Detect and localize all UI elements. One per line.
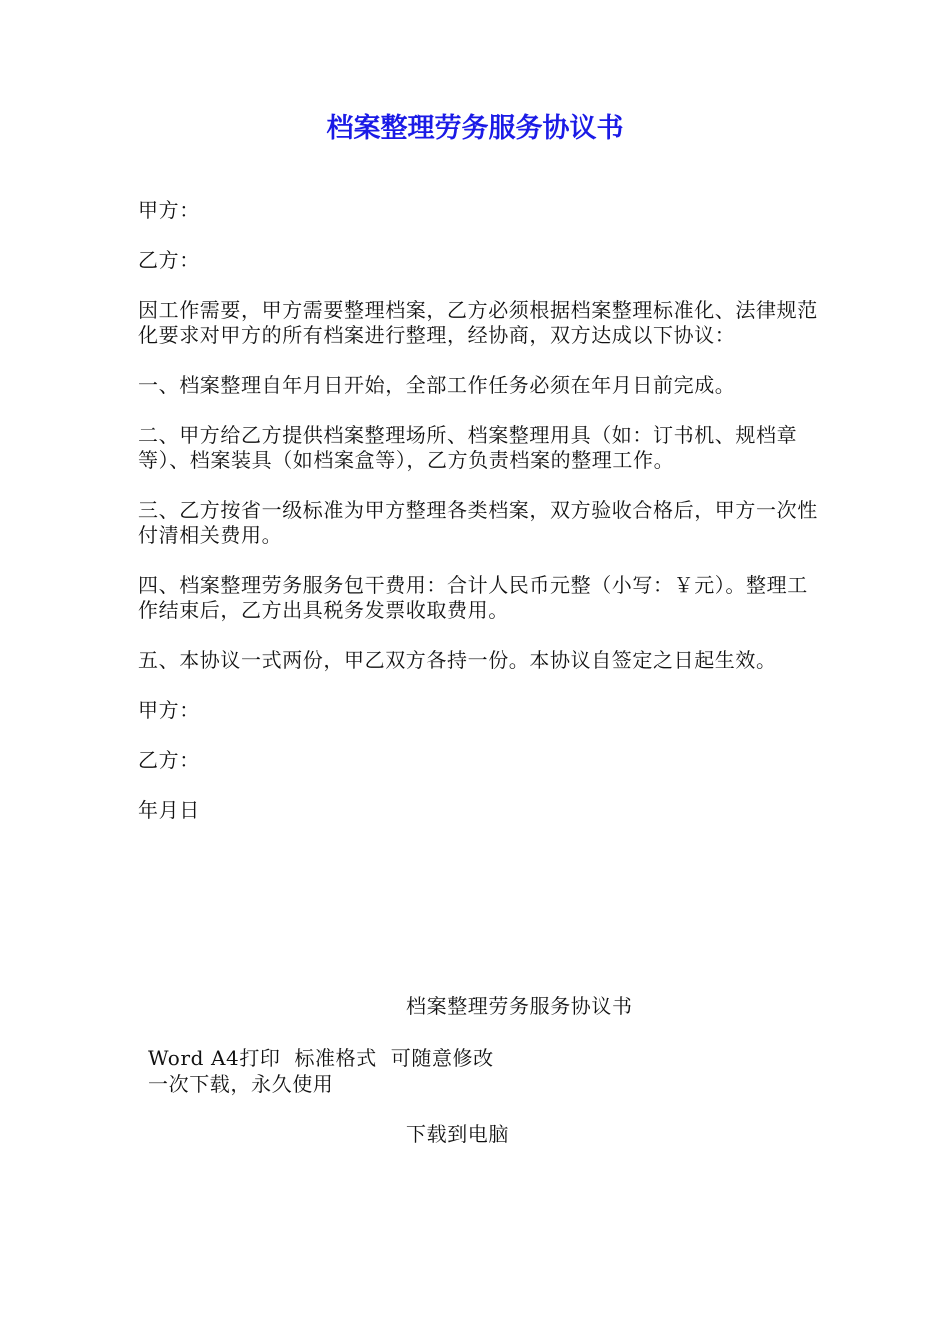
- signature-date: 年月日: [138, 798, 200, 822]
- footer-forever: 一次下载，永久使用: [148, 1072, 334, 1096]
- preamble-paragraph: 因工作需要，甲方需要整理档案，乙方必须根据档案整理标准化、法律规范化要求对甲方的所有档案进行整理，经协商，双方达成以下协议：: [138, 298, 818, 347]
- clause-2: 二、甲方给乙方提供档案整理场所、档案整理用具（如：订书机、规档章等）、档案装具（如档案盒等），乙方负责档案的整理工作。: [138, 423, 798, 472]
- clause-1: 一、档案整理自年月日开始，全部工作任务必须在年月日前完成。: [138, 373, 736, 397]
- party-a-line: 甲方：: [138, 198, 200, 222]
- signature-party-b: 乙方：: [138, 748, 200, 772]
- signature-party-a: 甲方：: [138, 698, 200, 722]
- footer-features: Word A4打印 标准格式 可随意修改: [148, 1046, 494, 1070]
- clause-3: 三、乙方按省一级标准为甲方整理各类档案，双方验收合格后，甲方一次性付清相关费用。: [138, 498, 818, 547]
- footer-title: 档案整理劳务服务协议书: [406, 994, 633, 1018]
- clause-4: 四、档案整理劳务服务包干费用：合计人民币元整（小写：￥元）。整理工作结束后，乙方出具税务发票收取费用。: [138, 573, 808, 622]
- clause-5: 五、本协议一式两份，甲乙双方各持一份。本协议自签定之日起生效。: [138, 648, 777, 672]
- agreement-body: [138, 198, 828, 848]
- party-b-line: 乙方：: [138, 248, 200, 272]
- download-link[interactable]: 下载到电脑: [406, 1122, 509, 1146]
- document-title: 档案整理劳务服务协议书: [326, 113, 624, 144]
